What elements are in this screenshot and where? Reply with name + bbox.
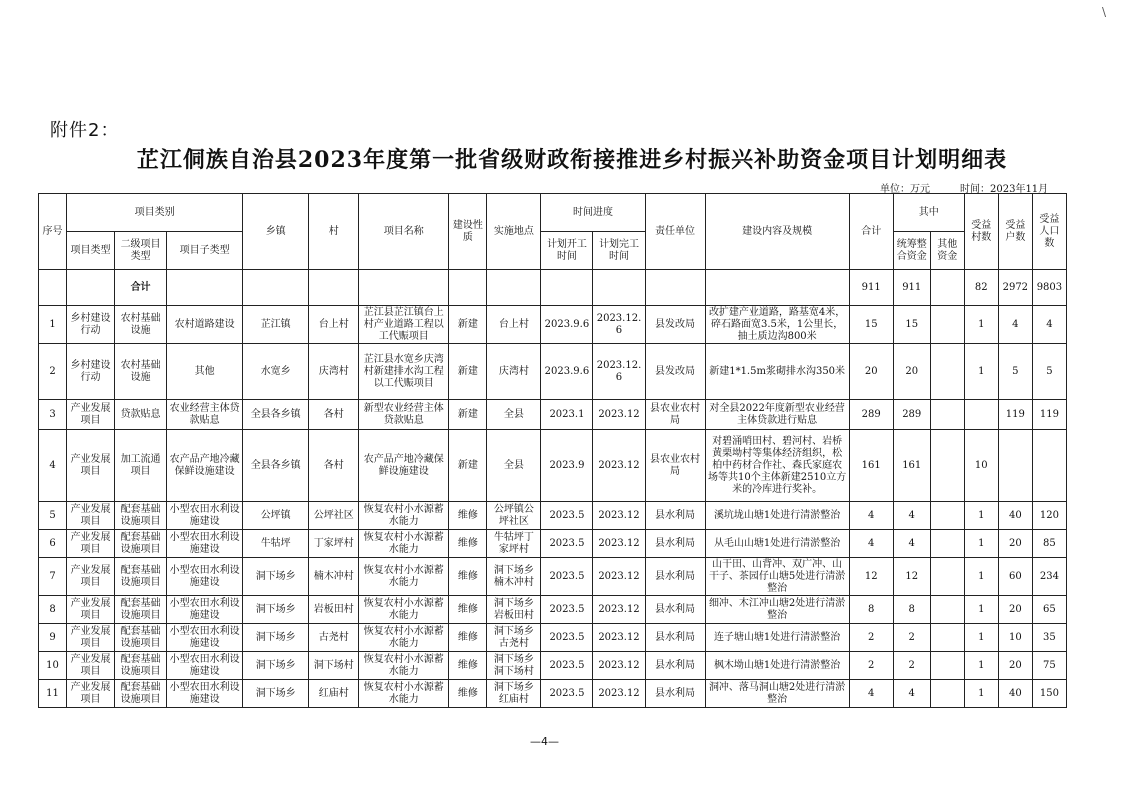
cell-cat1: 产业发展项目: [67, 430, 115, 502]
attachment-label: 附件2：: [50, 120, 120, 141]
cell-fund: 2: [893, 652, 930, 680]
cell-village: 楠木冲村: [309, 558, 359, 596]
cell-villages: 1: [964, 530, 998, 558]
cell-people: 85: [1032, 530, 1066, 558]
header-fund-other: 其他资金: [930, 232, 964, 270]
table-row: [39, 624, 1067, 652]
cell-cat2: 配套基础设施项目: [115, 680, 167, 708]
cell-content: 对全县2022年度新型农业经营主体贷款进行贴息: [705, 400, 849, 430]
cell-end: 2023.12.6: [593, 344, 645, 400]
cell-villages: 1: [964, 680, 998, 708]
cell-cat3: 其他: [167, 344, 243, 400]
cell-name: 芷江县水宽乡庆湾村新建排水沟工程以工代赈项目: [359, 344, 449, 400]
cell-cat2: 加工流通项目: [115, 430, 167, 502]
cell-villages: 1: [964, 306, 998, 344]
header-cat3: 项目子类型: [167, 232, 243, 270]
project-plan-table: [38, 193, 1067, 708]
cell-seq: 3: [39, 400, 67, 430]
cell-other: [930, 502, 964, 530]
cell-people: 35: [1032, 624, 1066, 652]
cell-cat2: 农村基础设施: [115, 306, 167, 344]
cell-end: 2023.12: [593, 502, 645, 530]
cell-fund: 8: [893, 596, 930, 624]
header-row-1: [39, 194, 1067, 232]
cell-township: 洞下场乡: [243, 652, 309, 680]
cell-location: 庆湾村: [487, 344, 541, 400]
cell-other: [930, 652, 964, 680]
time-label: 时间：2023年11月: [960, 184, 1049, 195]
cell-village: 洞下场村: [309, 652, 359, 680]
cell-end: 2023.12: [593, 558, 645, 596]
cell-start: 2023.9: [541, 430, 593, 502]
cell-name: 恢复农村小水源蓄水能力: [359, 596, 449, 624]
cell-content: 对碧涌哨田村、碧河村、岩桥黄栗坳村等集体经济组织，松柏中药材合作社、森氏家庭农场等共10个主体新建2510立方米的冷库进行奖补。: [705, 430, 849, 502]
cell-cat2: 贷款贴息: [115, 400, 167, 430]
cell-other: [930, 430, 964, 502]
cell-total: 15: [849, 306, 893, 344]
cell-cat3: 小型农田水利设施建设: [167, 596, 243, 624]
cell-unit: 县水利局: [645, 652, 705, 680]
cell-cat3: 农业经营主体贷款贴息: [167, 400, 243, 430]
cell-total: 12: [849, 558, 893, 596]
cell-start: 2023.5: [541, 596, 593, 624]
cell-seq: 6: [39, 530, 67, 558]
header-schedule: 时间进度: [541, 194, 645, 232]
cell-cat1: 产业发展项目: [67, 530, 115, 558]
cell-households: 5: [998, 344, 1032, 400]
cell-households: 60: [998, 558, 1032, 596]
table-row: [39, 680, 1067, 708]
header-among: 其中: [893, 194, 964, 232]
cell-cat3: 小型农田水利设施建设: [167, 558, 243, 596]
cell-people: 5: [1032, 344, 1066, 400]
cell-end: 2023.12: [593, 624, 645, 652]
header-village: 村: [309, 194, 359, 270]
cell-name: 恢复农村小水源蓄水能力: [359, 530, 449, 558]
cell-unit: 县水利局: [645, 558, 705, 596]
table-row: [39, 596, 1067, 624]
cell-cat3: 小型农田水利设施建设: [167, 652, 243, 680]
cell-fund: 4: [893, 530, 930, 558]
cell-households: 10: [998, 624, 1032, 652]
cell-villages: 1: [964, 558, 998, 596]
cell-seq: 5: [39, 502, 67, 530]
cell-location: 公坪镇公坪社区: [487, 502, 541, 530]
cell-village: 红庙村: [309, 680, 359, 708]
cell-seq: 9: [39, 624, 67, 652]
cell-nature: 维修: [449, 502, 487, 530]
cell-end: 2023.12: [593, 680, 645, 708]
cell-people: 4: [1032, 306, 1066, 344]
cell-fund: 4: [893, 502, 930, 530]
cell-cat1: 产业发展项目: [67, 624, 115, 652]
cell-cat2: 配套基础设施项目: [115, 624, 167, 652]
cell-villages: 1: [964, 502, 998, 530]
table-row: [39, 530, 1067, 558]
cell-start: 2023.5: [541, 652, 593, 680]
cell-cat3: 小型农田水利设施建设: [167, 502, 243, 530]
cell-people: 75: [1032, 652, 1066, 680]
cell-unit: 县水利局: [645, 530, 705, 558]
cell-cat2: 配套基础设施项目: [115, 502, 167, 530]
scan-corner-mark: \: [1102, 5, 1107, 19]
header-beneficiary-villages: 受益村数: [964, 194, 998, 270]
cell-households: 4: [998, 306, 1032, 344]
cell-name: 恢复农村小水源蓄水能力: [359, 558, 449, 596]
cell-cat3: 小型农田水利设施建设: [167, 680, 243, 708]
cell-villages: 1: [964, 652, 998, 680]
cell-cat2: 配套基础设施项目: [115, 652, 167, 680]
cell-cat3: 农村道路建设: [167, 306, 243, 344]
cell-seq: 4: [39, 430, 67, 502]
cell-location: 全县: [487, 400, 541, 430]
cell-content: 细冲、木江冲山塘2处进行清淤整治: [705, 596, 849, 624]
header-total: 合计: [849, 194, 893, 270]
cell-seq: 10: [39, 652, 67, 680]
header-township: 乡镇: [243, 194, 309, 270]
cell-township: 全县各乡镇: [243, 400, 309, 430]
cell-seq: 1: [39, 306, 67, 344]
cell-nature: 维修: [449, 680, 487, 708]
cell-village: 各村: [309, 430, 359, 502]
cell-villages: 1: [964, 596, 998, 624]
cell-location: 全县: [487, 430, 541, 502]
header-location: 实施地点: [487, 194, 541, 270]
cell-villages: [964, 400, 998, 430]
cell-seq: 11: [39, 680, 67, 708]
cell-location: 台上村: [487, 306, 541, 344]
header-cat2: 二级项目类型: [115, 232, 167, 270]
cell-start: 2023.5: [541, 680, 593, 708]
cell-total: 289: [849, 400, 893, 430]
cell-name: 恢复农村小水源蓄水能力: [359, 652, 449, 680]
cell-content: 新建1*1.5m浆砌排水沟350米: [705, 344, 849, 400]
cell-people: 65: [1032, 596, 1066, 624]
cell-households: 20: [998, 596, 1032, 624]
cell-unit: 县水利局: [645, 680, 705, 708]
cell-name: 恢复农村小水源蓄水能力: [359, 680, 449, 708]
cell-seq: 8: [39, 596, 67, 624]
cell-location: 洞下场乡楠木冲村: [487, 558, 541, 596]
cell-unit: 县发改局: [645, 344, 705, 400]
cell-fund: 20: [893, 344, 930, 400]
cell-unit: 县农业农村局: [645, 430, 705, 502]
cell-cat1: 乡村建设行动: [67, 344, 115, 400]
cell-township: 洞下场乡: [243, 596, 309, 624]
cell-other: [930, 624, 964, 652]
cell-township: 洞下场乡: [243, 624, 309, 652]
cell-other: [930, 558, 964, 596]
cell-start: 2023.5: [541, 502, 593, 530]
cell-households: 20: [998, 652, 1032, 680]
header-seq: 序号: [39, 194, 67, 270]
cell-villages: 1: [964, 344, 998, 400]
cell-people: 234: [1032, 558, 1066, 596]
cell-unit: 县水利局: [645, 502, 705, 530]
cell-other: [930, 400, 964, 430]
cell-township: 公坪镇: [243, 502, 309, 530]
page-number: —4—: [530, 735, 559, 748]
table-row: [39, 344, 1067, 400]
totals-villages: 82: [964, 270, 998, 306]
cell-households: 40: [998, 502, 1032, 530]
cell-location: 洞下场乡洞下场村: [487, 652, 541, 680]
cell-name: 芷江县芷江镇台上村产业道路工程以工代赈项目: [359, 306, 449, 344]
cell-unit: 县发改局: [645, 306, 705, 344]
cell-village: 岩板田村: [309, 596, 359, 624]
cell-name: 农产品产地冷藏保鲜设施建设: [359, 430, 449, 502]
cell-township: 牛牯坪: [243, 530, 309, 558]
cell-cat3: 小型农田水利设施建设: [167, 530, 243, 558]
table-row: [39, 306, 1067, 344]
cell-township: 水宽乡: [243, 344, 309, 400]
cell-content: 山干田、山背冲、双广冲、山干子、茶园仔山塘5处进行清淤整治: [705, 558, 849, 596]
cell-name: 新型农业经营主体贷款贴息: [359, 400, 449, 430]
cell-total: 161: [849, 430, 893, 502]
cell-content: 改扩建产业道路，路基宽4米，碎石路面宽3.5米，1公里长，抽土质边沟800米: [705, 306, 849, 344]
cell-village: 丁家坪村: [309, 530, 359, 558]
cell-cat1: 产业发展项目: [67, 680, 115, 708]
cell-start: 2023.1: [541, 400, 593, 430]
cell-location: 洞下场乡红庙村: [487, 680, 541, 708]
cell-unit: 县水利局: [645, 596, 705, 624]
cell-people: 150: [1032, 680, 1066, 708]
table-row: [39, 558, 1067, 596]
cell-content: 溪坑垅山塘1处进行清淤整治: [705, 502, 849, 530]
cell-cat2: 农村基础设施: [115, 344, 167, 400]
cell-village: 庆湾村: [309, 344, 359, 400]
cell-people: 119: [1032, 400, 1066, 430]
header-beneficiary-people: 受益人口数: [1032, 194, 1066, 270]
cell-start: 2023.5: [541, 530, 593, 558]
cell-other: [930, 306, 964, 344]
cell-total: 4: [849, 502, 893, 530]
cell-township: 芷江镇: [243, 306, 309, 344]
cell-unit: 县农业农村局: [645, 400, 705, 430]
cell-seq: 7: [39, 558, 67, 596]
header-start: 计划开工时间: [541, 232, 593, 270]
table-row: [39, 430, 1067, 502]
cell-content: 从毛山山塘1处进行清淤整治: [705, 530, 849, 558]
cell-village: 各村: [309, 400, 359, 430]
header-end: 计划完工时间: [593, 232, 645, 270]
cell-end: 2023.12: [593, 400, 645, 430]
cell-households: 119: [998, 400, 1032, 430]
cell-villages: 10: [964, 430, 998, 502]
cell-start: 2023.9.6: [541, 306, 593, 344]
cell-village: 台上村: [309, 306, 359, 344]
cell-cat1: 产业发展项目: [67, 558, 115, 596]
totals-fund: 911: [893, 270, 930, 306]
header-row-2: [39, 232, 1067, 270]
header-responsible-unit: 责任单位: [645, 194, 705, 270]
cell-other: [930, 344, 964, 400]
cell-other: [930, 530, 964, 558]
cell-name: 恢复农村小水源蓄水能力: [359, 624, 449, 652]
cell-content: 洞冲、落马洞山塘2处进行清淤整治: [705, 680, 849, 708]
cell-total: 2: [849, 652, 893, 680]
cell-content: 连子塘山塘1处进行清淤整治: [705, 624, 849, 652]
cell-seq: 2: [39, 344, 67, 400]
cell-other: [930, 596, 964, 624]
cell-cat1: 乡村建设行动: [67, 306, 115, 344]
header-category: 项目类别: [67, 194, 243, 232]
cell-location: 牛牯坪丁家坪村: [487, 530, 541, 558]
cell-village: 公坪社区: [309, 502, 359, 530]
cell-nature: 新建: [449, 430, 487, 502]
header-fund-integrated: 统筹整合资金: [893, 232, 930, 270]
cell-nature: 维修: [449, 624, 487, 652]
cell-nature: 维修: [449, 558, 487, 596]
cell-people: [1032, 430, 1066, 502]
header-beneficiary-households: 受益户数: [998, 194, 1032, 270]
table-row: [39, 652, 1067, 680]
cell-nature: 新建: [449, 344, 487, 400]
totals-total: 911: [849, 270, 893, 306]
cell-village: 古尧村: [309, 624, 359, 652]
cell-location: 洞下场乡古尧村: [487, 624, 541, 652]
cell-people: 120: [1032, 502, 1066, 530]
cell-cat2: 配套基础设施项目: [115, 596, 167, 624]
cell-start: 2023.5: [541, 558, 593, 596]
cell-villages: 1: [964, 624, 998, 652]
cell-end: 2023.12: [593, 652, 645, 680]
cell-households: [998, 430, 1032, 502]
totals-label: 合计: [115, 270, 167, 306]
cell-cat1: 产业发展项目: [67, 652, 115, 680]
header-nature: 建设性质: [449, 194, 487, 270]
cell-cat1: 产业发展项目: [67, 502, 115, 530]
cell-cat1: 产业发展项目: [67, 596, 115, 624]
table-row: [39, 502, 1067, 530]
cell-households: 20: [998, 530, 1032, 558]
cell-name: 恢复农村小水源蓄水能力: [359, 502, 449, 530]
page-title: 芷江侗族自治县2023年度第一批省级财政衔接推进乡村振兴补助资金项目计划明细表: [136, 147, 1008, 173]
cell-fund: 12: [893, 558, 930, 596]
cell-total: 8: [849, 596, 893, 624]
totals-households: 2972: [998, 270, 1032, 306]
cell-township: 全县各乡镇: [243, 430, 309, 502]
cell-cat2: 配套基础设施项目: [115, 530, 167, 558]
cell-households: 40: [998, 680, 1032, 708]
cell-cat2: 配套基础设施项目: [115, 558, 167, 596]
cell-fund: 2: [893, 624, 930, 652]
cell-nature: 维修: [449, 652, 487, 680]
header-cat1: 项目类型: [67, 232, 115, 270]
header-content: 建设内容及规模: [705, 194, 849, 270]
cell-nature: 维修: [449, 596, 487, 624]
cell-cat3: 小型农田水利设施建设: [167, 624, 243, 652]
totals-people: 9803: [1032, 270, 1066, 306]
cell-end: 2023.12: [593, 430, 645, 502]
cell-content: 枫木坳山塘1处进行清淤整治: [705, 652, 849, 680]
cell-total: 4: [849, 680, 893, 708]
cell-start: 2023.9.6: [541, 344, 593, 400]
cell-nature: 新建: [449, 306, 487, 344]
cell-fund: 4: [893, 680, 930, 708]
cell-nature: 新建: [449, 400, 487, 430]
cell-other: [930, 680, 964, 708]
cell-township: 洞下场乡: [243, 558, 309, 596]
cell-fund: 161: [893, 430, 930, 502]
header-project-name: 项目名称: [359, 194, 449, 270]
cell-unit: 县水利局: [645, 624, 705, 652]
cell-end: 2023.12: [593, 530, 645, 558]
cell-total: 2: [849, 624, 893, 652]
cell-location: 洞下场乡岩板田村: [487, 596, 541, 624]
unit-label: 单位：万元: [880, 184, 930, 195]
cell-total: 4: [849, 530, 893, 558]
cell-township: 洞下场乡: [243, 680, 309, 708]
cell-fund: 15: [893, 306, 930, 344]
cell-cat1: 产业发展项目: [67, 400, 115, 430]
cell-fund: 289: [893, 400, 930, 430]
cell-end: 2023.12: [593, 596, 645, 624]
cell-cat3: 农产品产地冷藏保鲜设施建设: [167, 430, 243, 502]
cell-nature: 维修: [449, 530, 487, 558]
cell-start: 2023.5: [541, 624, 593, 652]
cell-end: 2023.12.6: [593, 306, 645, 344]
totals-row: [39, 270, 1067, 306]
cell-total: 20: [849, 344, 893, 400]
table-row: [39, 400, 1067, 430]
